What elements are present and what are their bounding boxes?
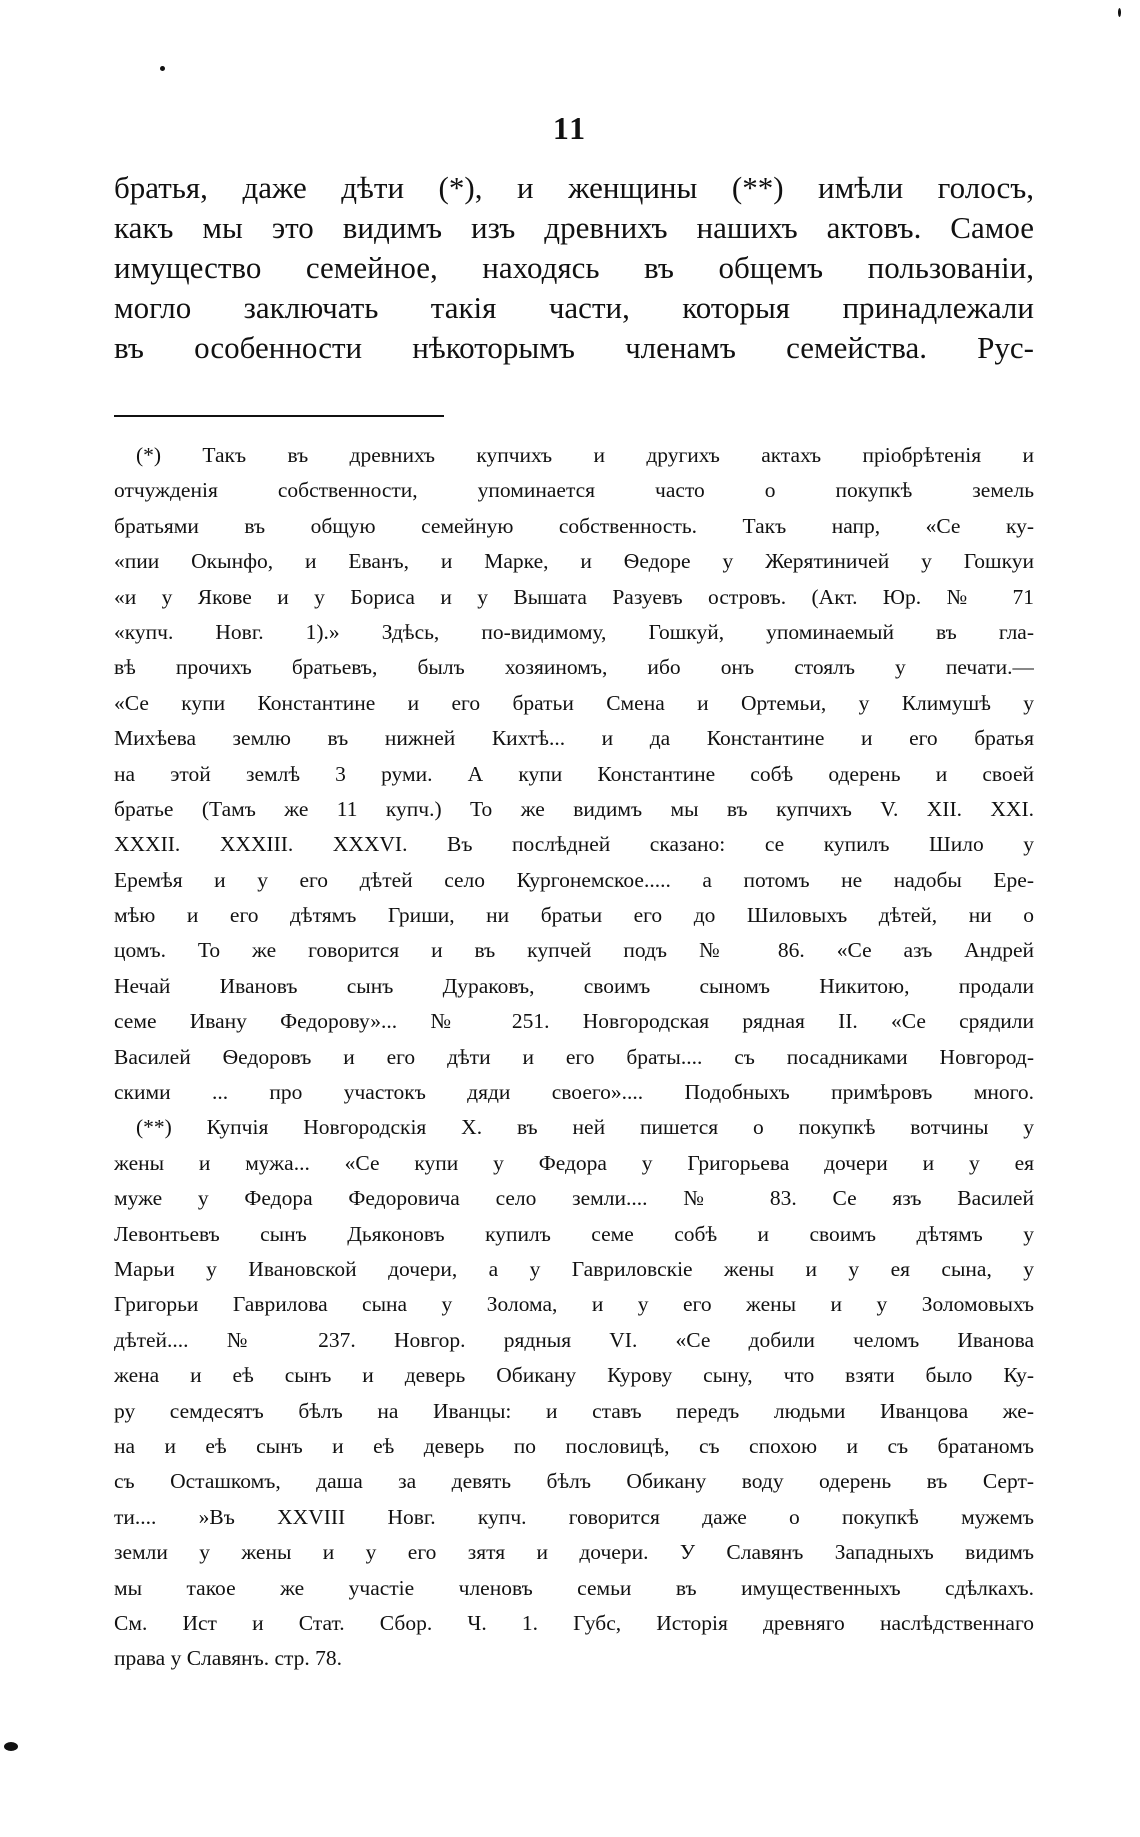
footnote-line: XXXII. XXXIII. XXXVI. Въ послѣдней сказано: се купилъ Шило у [114,832,1034,857]
footnote-line: братьями въ общую семейную собственность. Такъ напр, «Се ку- [114,513,1034,538]
main-line: братья, даже дѣти (*), и женщины (**) имѣли голосъ, [114,170,1034,205]
page-speck-top [160,66,165,71]
footnote-line: ру семдесятъ бѣлъ на Иванцы: и ставъ передъ людьми Иванцова же- [114,1398,1034,1423]
footnote-line: мы такое же участіе членовъ семьи въ имущественныхъ сдѣлкахъ. [114,1575,1034,1600]
footnote-line: семе Ивану Федорову»... № 251. Новгородская рядная II. «Се срядили [114,1009,1034,1034]
footnote-line: жена и еѣ сынъ и деверь Обикану Курову сыну, что взяти было Ку- [114,1363,1034,1388]
footnote-line: съ Осташкомъ, даша за девять бѣлъ Обикану воду одерень въ Серт- [114,1469,1034,1494]
footnote-line: на этой землѣ 3 руми. А купи Константине собѣ одерень и своей [114,761,1034,786]
footnote-line: отчужденія собственности, упоминается часто о покупкѣ земель [114,478,1034,503]
footnote-line: Нечай Ивановъ сынъ Дураковъ, своимъ сыномъ Никитою, продали [114,973,1034,998]
footnote-line: Михѣева землю въ нижней Кихтѣ... и да Константине и его братья [114,726,1034,751]
main-text [114,168,1034,368]
footnote-line: дѣтей.... № 237. Новгор. рядныя VI. «Се добили челомъ Иванова [114,1327,1034,1352]
main-line: имущество семейное, находясь въ общемъ пользованіи, [114,250,1034,285]
footnote-line: вѣ прочихъ братьевъ, былъ хозяиномъ, ибо онъ стоялъ у печати.— [114,655,1034,680]
footnote-line: муже у Федора Федоровича село земли.... № 83. Се язъ Василей [114,1186,1034,1211]
footnote-line: жены и мужа... «Се купи у Федора у Григорьева дочери и у ея [114,1150,1034,1175]
footnote-line: братье (Тамъ же 11 купч.) То же видимъ мы въ купчихъ V. XII. XXI. [114,796,1034,821]
main-line: могло заключать такія части, которыя принадлежали [114,290,1034,325]
footnote-line: «купч. Новг. 1).» Здѣсь, по-видимому, Гошкуй, упоминаемый въ гла- [114,619,1034,644]
footnote-line: мѣю и его дѣтямъ Гриши, ни братьи его до Шиловыхъ дѣтей, ни о [114,903,1034,928]
footnote-line: Григорьи Гаврилова сына у Золома, и у его жены и у Золомовыхъ [114,1292,1034,1317]
main-line: какъ мы это видимъ изъ древнихъ нашихъ актовъ. Самое [114,210,1034,245]
footnote-line: скими ... про участокъ дяди своего».... Подобныхъ примѣровъ много. [114,1080,1034,1105]
footnote-line: ти.... »Въ XXVIII Новг. купч. говорится даже о покупкѣ мужемъ [114,1504,1034,1529]
footnote-line: «и у Якове и у Бориса и у Вышата Разуевъ островъ. (Акт. Юр. № 71 [114,584,1034,609]
footnote-line: на и еѣ сынъ и еѣ деверь по пословицѣ, съ спохою и съ братаномъ [114,1433,1034,1458]
footnote-separator [114,415,444,417]
footnote-line: цомъ. То же говорится и въ купчей подъ № 86. «Се азъ Андрей [114,938,1034,963]
page-speck-bottom-left [4,1742,18,1751]
footnote-line: права у Славянъ. стр. 78. [114,1646,343,1671]
footnote-line: Василей Ѳедоровъ и его дѣти и его браты.... съ посадниками Новгород- [114,1044,1034,1069]
main-line: въ особенности нѣкоторымъ членамъ семейства. Рус- [114,330,1034,365]
footnote-line: Левонтьевъ сынъ Дьяконовъ купилъ семе собѣ и своимъ дѣтямъ у [114,1221,1034,1246]
footnote-line: Еремѣя и у его дѣтей село Кургонемское..... а потомъ не надобы Ере- [114,867,1034,892]
footnote-line: «Се купи Константине и его братьи Смена и Ортемьи, у Климушѣ у [114,690,1034,715]
page-number: 11 [552,110,588,146]
footnote-line: (*) Такъ въ древнихъ купчихъ и другихъ актахъ пріобрѣтенія и [136,443,1034,467]
footnote-line: (**) Купчія Новгородскія X. въ ней пишется о покупкѣ вотчины у [136,1115,1034,1140]
footnotes [114,438,1034,1677]
page-speck-right [1118,8,1121,17]
footnote-line: земли у жены и у его зятя и дочери. У Славянъ Западныхъ видимъ [114,1540,1034,1565]
footnote-line: См. Ист и Стат. Сбор. Ч. 1. Губс, Исторія древняго наслѣдственнаго [114,1610,1034,1635]
footnote-line: Марьи у Ивановской дочери, а у Гавриловскіе жены и у ея сына, у [114,1256,1034,1281]
footnote-line: «пии Окынфо, и Еванъ, и Марке, и Ѳедоре у Жерятиничей у Гошкуи [114,549,1034,574]
